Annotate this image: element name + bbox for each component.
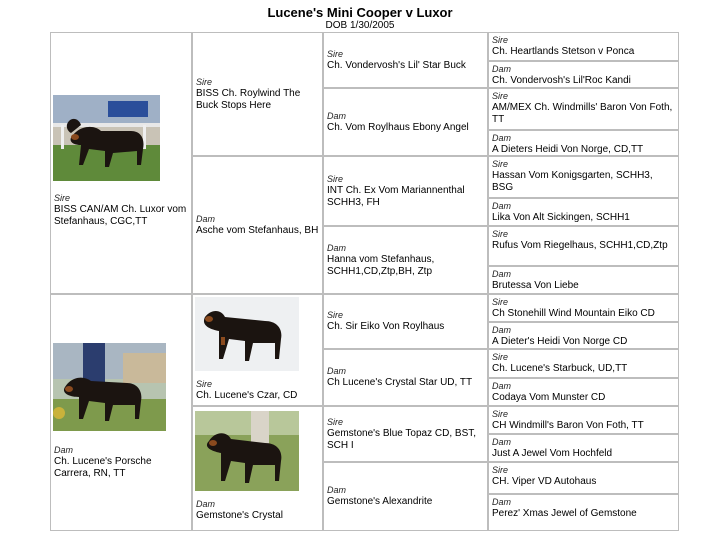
gen4-role-4: Dam <box>492 133 512 143</box>
gen3-name-4: Hanna vom Stefanhaus, SCHH1,CD,Ztp,BH, Ztp <box>327 253 435 277</box>
gen4-name-2: Ch. Vondervosh's Lil'Roc Kandi <box>492 75 631 86</box>
gen4-name-5: Hassan Vom Konigsgarten, SCHH3, BSG <box>492 170 653 193</box>
date-of-birth: DOB 1/30/2005 <box>325 20 395 31</box>
gen4-role-2: Dam <box>492 64 512 74</box>
gen2-name-1: BISS Ch. Roylwind The Buck Stops Here <box>196 87 301 111</box>
gen4-cell-12 <box>488 378 679 406</box>
gen3-name-5: Ch. Sir Eiko Von Roylhaus <box>327 321 445 332</box>
dog-photo-luxor <box>53 95 160 181</box>
gen3-cell-7 <box>323 406 488 462</box>
gen2-cell-3 <box>192 294 323 406</box>
gen4-cell-2 <box>488 61 679 88</box>
gen3-role-1: Sire <box>327 48 344 59</box>
gen4-cell-11 <box>488 349 679 378</box>
gen3-role-4: Dam <box>327 242 347 253</box>
gen4-name-14: Just A Jewel Vom Hochfeld <box>492 448 613 459</box>
gen4-cell-4 <box>488 130 679 156</box>
gen4-cell-16 <box>488 494 679 531</box>
gen4-name-1: Ch. Heartlands Stetson v Ponca <box>492 46 635 57</box>
gen4-name-12: Codaya Vom Munster CD <box>492 392 606 403</box>
gen2-name-2: Asche vom Stefanhaus, BH <box>196 224 319 236</box>
gen1-sire-name: BISS CAN/AM Ch. Luxor vom Stefanhaus, CGC,TT <box>54 204 187 227</box>
gen4-role-11: Sire <box>492 352 509 362</box>
gen4-name-16: Perez' Xmas Jewel of Gemstone <box>492 508 637 519</box>
gen3-name-6: Ch Lucene's Crystal Star UD, TT <box>327 377 473 388</box>
czar-photo <box>195 297 299 371</box>
gen3-cell-5 <box>323 294 488 349</box>
gen4-name-15: CH. Viper VD Autohaus <box>492 476 597 487</box>
gen2-cell-2 <box>192 156 323 294</box>
gen4-cell-15 <box>488 462 679 494</box>
gen4-role-13: Sire <box>492 409 509 419</box>
gen3-role-3: Sire <box>327 173 344 184</box>
gen1-dam-cell <box>50 294 192 531</box>
gen3-cell-2 <box>323 88 488 156</box>
gen2-role-3: Sire <box>196 379 213 389</box>
gen2-role-4: Dam <box>196 499 216 509</box>
gen4-role-12: Dam <box>492 381 512 391</box>
dam-photo <box>53 343 166 431</box>
gen3-role-7: Sire <box>327 416 344 427</box>
gen3-cell-6 <box>323 349 488 406</box>
gen3-cell-1 <box>323 32 488 88</box>
gen2-cell-1 <box>192 32 323 156</box>
gen4-cell-7 <box>488 226 679 266</box>
gen4-role-5: Sire <box>492 159 509 169</box>
gen4-name-3: AM/MEX Ch. Windmills' Baron Von Foth, TT <box>492 102 673 125</box>
gen4-role-9: Sire <box>492 297 509 307</box>
gen4-cell-5 <box>488 156 679 198</box>
gen4-role-15: Sire <box>492 465 509 475</box>
gen1-dam-role: Dam <box>54 445 74 455</box>
gen1-sire-role: Sire <box>54 193 71 203</box>
dog-photo-czar <box>195 297 299 371</box>
dog-photo-porsche <box>53 343 166 431</box>
gen3-name-7: Gemstone's Blue Topaz CD, BST, SCH I <box>327 427 477 451</box>
gen4-role-6: Dam <box>492 201 512 211</box>
gen4-role-3: Sire <box>492 91 509 101</box>
gen4-role-8: Dam <box>492 269 512 279</box>
gen4-name-6: Lika Von Alt Sickingen, SCHH1 <box>492 212 630 223</box>
gen4-name-4: A Dieters Heidi Von Norge, CD,TT <box>492 144 644 155</box>
sire-photo <box>53 95 160 181</box>
gen4-cell-6 <box>488 198 679 226</box>
gen4-role-7: Sire <box>492 229 509 239</box>
gen1-sire-cell <box>50 32 192 294</box>
gen2-name-3: Ch. Lucene's Czar, CD <box>196 390 298 401</box>
gen4-cell-10 <box>488 322 679 349</box>
gen3-cell-3 <box>323 156 488 226</box>
gen2-role-2: Dam <box>196 213 216 224</box>
gen4-role-10: Dam <box>492 325 512 335</box>
gen4-cell-13 <box>488 406 679 434</box>
gen3-name-8: Gemstone's Alexandrite <box>327 496 433 507</box>
gen4-name-10: A Dieter's Heidi Von Norge CD <box>492 336 628 347</box>
gen2-name-4: Gemstone's Crystal <box>196 510 283 521</box>
gen1-dam-name: Ch. Lucene's Porsche Carrera, RN, TT <box>54 456 152 479</box>
gen4-role-14: Dam <box>492 437 512 447</box>
gen4-role-16: Dam <box>492 497 512 507</box>
gen4-cell-8 <box>488 266 679 294</box>
pedigree-title: Lucene's Mini Cooper v Luxor <box>267 5 453 20</box>
gen4-role-1: Sire <box>492 35 509 45</box>
gen2-role-1: Sire <box>196 76 213 87</box>
gen3-role-2: Dam <box>327 110 347 121</box>
gen4-cell-14 <box>488 434 679 462</box>
gen3-name-1: Ch. Vondervosh's Lil' Star Buck <box>327 59 466 71</box>
gen4-name-9: Ch Stonehill Wind Mountain Eiko CD <box>492 308 655 319</box>
gen4-name-11: Ch. Lucene's Starbuck, UD,TT <box>492 363 628 374</box>
gen4-name-7: Rufus Vom Riegelhaus, SCHH1,CD,Ztp <box>492 240 668 251</box>
gen3-cell-8 <box>323 462 488 531</box>
gen4-name-8: Brutessa Von Liebe <box>492 280 579 291</box>
crystal-photo <box>195 411 299 491</box>
gen2-cell-4 <box>192 406 323 531</box>
gen3-role-5: Sire <box>327 310 344 320</box>
gen4-name-13: CH Windmill's Baron Von Foth, TT <box>492 420 644 431</box>
dog-photo-crystal <box>195 411 299 491</box>
gen3-name-2: Ch. Vom Roylhaus Ebony Angel <box>327 121 469 133</box>
gen3-role-8: Dam <box>327 485 347 495</box>
gen3-name-3: INT Ch. Ex Vom Mariannenthal SCHH3, FH <box>327 184 465 208</box>
gen4-cell-9 <box>488 294 679 322</box>
gen3-cell-4 <box>323 226 488 294</box>
gen4-cell-1 <box>488 32 679 61</box>
gen4-cell-3 <box>488 88 679 130</box>
gen3-role-6: Dam <box>327 366 347 376</box>
